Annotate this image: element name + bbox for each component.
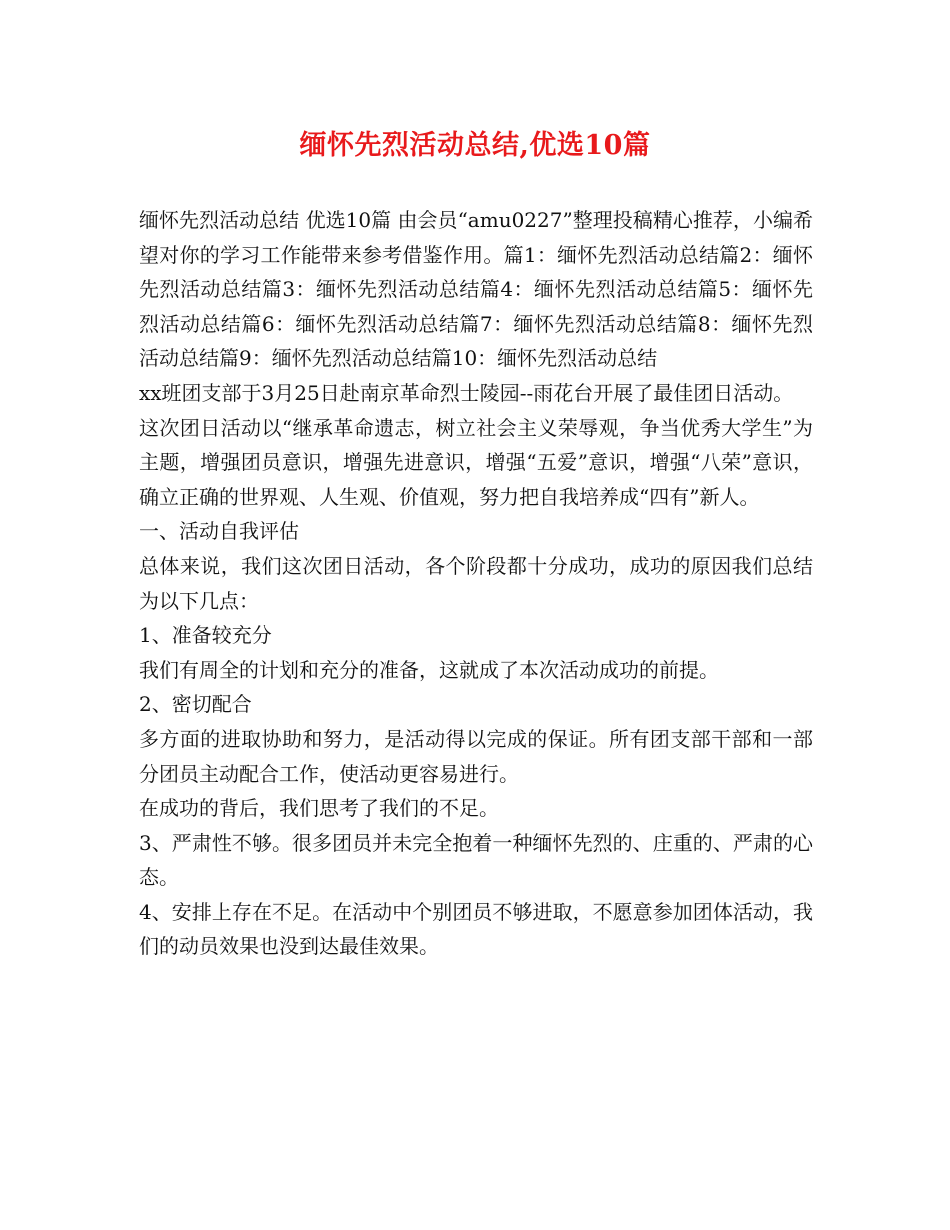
paragraph-preparation: 我们有周全的计划和充分的准备，这就成了本次活动成功的前提。: [139, 657, 719, 682]
document-body: [139, 203, 813, 964]
document-title: 缅怀先烈活动总结,优选10篇: [299, 130, 651, 161]
paragraph-theme: 这次团日活动以“继承革命遗志，树立社会主义荣辱观，争当优秀大学生”为主题，增强团员意识，增强先进意识，增强“五爱”意识，增强“八荣”意识，确立正确的世界观、人生观、价值观，努力把自我培养成“四有”新人。: [139, 415, 813, 509]
item-arrangement: 4、安排上存在不足。在活动中个别团员不够进取，不愿意参加团体活动，我们的动员效果也没到达最佳效果。: [139, 899, 813, 959]
item-seriousness: 3、严肃性不够。很多团员并未完全抱着一种缅怀先烈的、庄重的、严肃的心态。: [139, 830, 813, 890]
paragraph-intro: 缅怀先烈活动总结 优选10篇 由会员“amu0227”整理投稿精心推荐，小编希望对你的学习工作能带来参考借鉴作用。篇1：缅怀先烈活动总结篇2：缅怀先烈活动总结篇3：缅怀先烈活动总结篇4：缅怀先烈活动总结篇5：缅怀先烈活动总结篇6：缅怀先烈活动总结篇7：缅怀先烈活动总结篇8：缅怀先烈活动总结篇9：缅怀先烈活动总结篇10：缅怀先烈活动总结: [139, 208, 813, 371]
paragraph-event: xx班团支部于3月25日赴南京革命烈士陵园--雨花台开展了最佳团日活动。: [139, 380, 794, 405]
section-heading-self-assessment: 一、活动自我评估: [139, 519, 299, 544]
item-heading-cooperation: 2、密切配合: [139, 692, 252, 717]
paragraph-cooperation: 多方面的进取协助和努力，是活动得以完成的保证。所有团支部干部和一部分团员主动配合工作，使活动更容易进行。: [139, 726, 813, 786]
item-heading-preparation: 1、准备较充分: [139, 623, 272, 648]
paragraph-summary: 总体来说，我们这次团日活动，各个阶段都十分成功，成功的原因我们总结为以下几点：: [139, 553, 813, 613]
paragraph-reflection: 在成功的背后，我们思考了我们的不足。: [139, 796, 499, 821]
